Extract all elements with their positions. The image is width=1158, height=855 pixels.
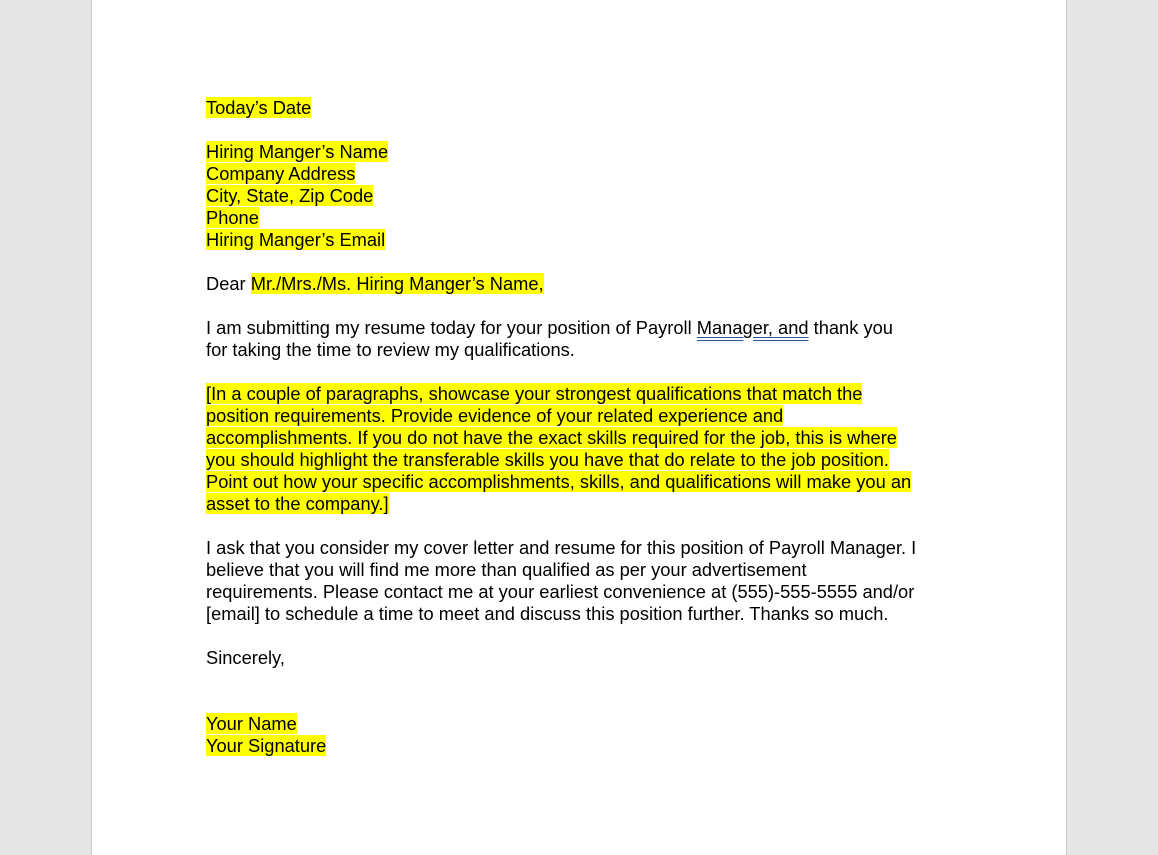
intro-line: for taking the time to review my qualifications. (206, 339, 575, 360)
closing-line: [email] to schedule a time to meet and discuss this position further. Thanks so much. (206, 603, 889, 624)
signature-name: Your Name (206, 713, 297, 734)
signature-block (206, 713, 966, 757)
letter-body[interactable] (206, 97, 966, 757)
placeholder-line: position requirements. Provide evidence of your related experience and (206, 405, 784, 426)
recipient-address: Company Address (206, 163, 356, 184)
closing-line: believe that you will find me more than qualified as per your advertisement (206, 559, 807, 580)
recipient-phone: Phone (206, 207, 259, 228)
intro-line: I am submitting my resume today for your position of Payroll Manager, and thank you (206, 317, 893, 338)
placeholder-line: Point out how your specific accomplishments, skills, and qualifications will make you an (206, 471, 912, 492)
closing-line: I ask that you consider my cover letter and resume for this position of Payroll Manager. I (206, 537, 917, 558)
recipient-city: City, State, Zip Code (206, 185, 374, 206)
document-page[interactable] (91, 0, 1067, 855)
date-line: Today’s Date (206, 97, 312, 118)
recipient-email: Hiring Manger’s Email (206, 229, 386, 250)
placeholder-line: asset to the company.] (206, 493, 389, 514)
placeholder-line: accomplishments. If you do not have the exact skills required for the job, this is where (206, 427, 897, 448)
intro-paragraph (206, 317, 966, 361)
recipient-block (206, 141, 966, 251)
salutation: Dear Mr./Mrs./Ms. Hiring Manger’s Name, (206, 273, 544, 294)
signature-line: Your Signature (206, 735, 327, 756)
closing-line: requirements. Please contact me at your earliest convenience at (555)-555-5555 and/or (206, 581, 915, 602)
grammar-flag[interactable]: Manager, and (696, 317, 809, 338)
placeholder-line: you should highlight the transferable skills you have that do relate to the job position. (206, 449, 889, 470)
recipient-name: Hiring Manger’s Name (206, 141, 389, 162)
body-placeholder-paragraph (206, 383, 966, 515)
placeholder-line: [In a couple of paragraphs, showcase your strongest qualifications that match the (206, 383, 863, 404)
closing-paragraph (206, 537, 966, 625)
sign-off: Sincerely, (206, 647, 285, 668)
